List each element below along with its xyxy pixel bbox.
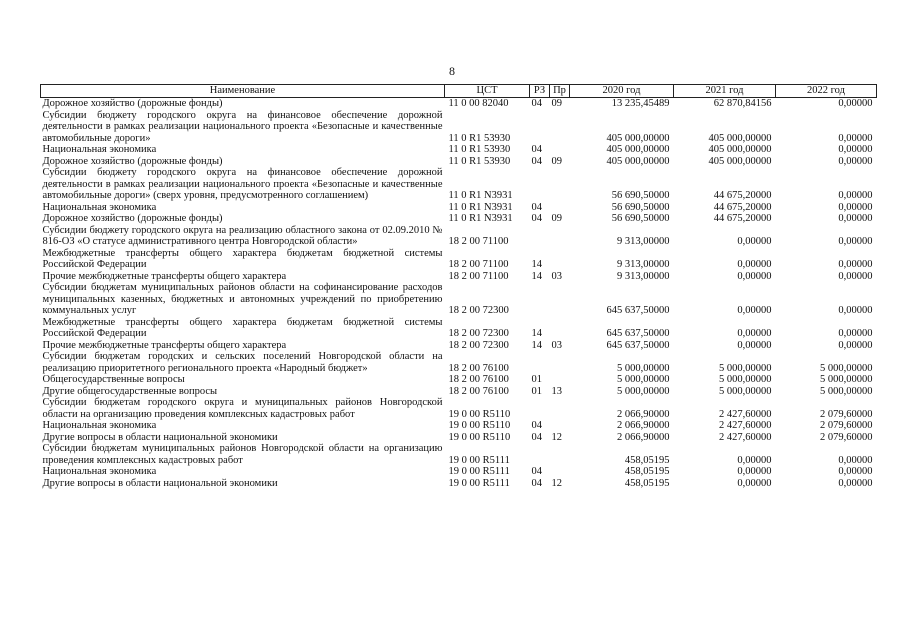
table-row <box>41 374 877 386</box>
cell-cst: 19 0 00 R5110 <box>448 431 511 443</box>
cell-name: Национальная экономика <box>42 466 157 477</box>
table-row <box>41 420 877 432</box>
page-number: 8 <box>449 64 455 78</box>
header-rz: РЗ <box>530 85 550 98</box>
cell-rz <box>530 167 550 202</box>
cell-name: Прочие межбюджетные трансферты общего характера <box>42 270 287 282</box>
cell-pr <box>550 110 570 145</box>
cell-rz <box>530 397 550 420</box>
cell-name: Другие общегосударственные вопросы <box>42 385 218 397</box>
cell-pr <box>550 248 570 271</box>
cell-y2020: 405 000,00000 <box>606 132 670 144</box>
cell-y2021: 0,00000 <box>737 466 772 477</box>
cell-y2021: 2 427,60000 <box>719 420 772 431</box>
cell-y2022: 5 000,00000 <box>820 374 873 385</box>
cell-y2021: 405 000,00000 <box>708 132 772 144</box>
cell-y2022: 0,00000 <box>838 98 873 109</box>
cell-pr: 09 <box>551 98 562 109</box>
cell-y2021: 5 000,00000 <box>719 362 772 374</box>
cell-rz: 04 <box>531 431 542 443</box>
cell-pr <box>550 466 570 478</box>
cell-name: Общегосударственные вопросы <box>42 374 185 385</box>
cell-name: Прочие межбюджетные трансферты общего характера <box>42 339 287 351</box>
header-2020: 2020 год <box>570 85 674 98</box>
cell-cst: 11 0 R1 53930 <box>448 155 511 167</box>
cell-cst: 11 0 R1 N3931 <box>448 201 513 213</box>
cell-y2020: 645 637,50000 <box>606 305 670 316</box>
cell-cst: 19 0 00 R5111 <box>448 454 510 466</box>
cell-y2022: 2 079,60000 <box>820 420 873 431</box>
table-row <box>41 351 877 374</box>
cell-y2022: 0,00000 <box>838 305 873 316</box>
cell-y2020: 645 637,50000 <box>606 339 670 351</box>
cell-y2020: 13 235,45489 <box>611 98 670 109</box>
cell-pr: 13 <box>551 385 562 397</box>
cell-y2022: 2 079,60000 <box>820 431 873 443</box>
cell-name: Субсидии бюджету городского округа на финансовое обеспечение дорожной деятельности в рамках реализации национального проекта «Безопасные и качественные автомобильные дороги» (сверх уровня, предусмотренного соглашением) <box>42 167 443 201</box>
cell-y2020: 5 000,00000 <box>617 385 670 397</box>
cell-rz <box>530 282 550 317</box>
cell-rz: 04 <box>531 477 542 489</box>
table-row <box>41 397 877 420</box>
cell-y2020: 405 000,00000 <box>606 155 670 167</box>
cell-name: Дорожное хозяйство (дорожные фонды) <box>42 98 223 109</box>
cell-rz: 04 <box>531 201 542 213</box>
cell-pr: 09 <box>551 155 562 167</box>
cell-y2020: 9 313,00000 <box>617 270 670 282</box>
cell-cst: 18 2 00 72300 <box>448 328 509 339</box>
cell-name: Дорожное хозяйство (дорожные фонды) <box>42 213 223 224</box>
cell-cst: 18 2 00 71100 <box>448 236 509 247</box>
cell-y2020: 2 066,90000 <box>617 408 670 420</box>
cell-cst: 18 2 00 72300 <box>448 339 509 351</box>
cell-y2022: 0,00000 <box>838 155 873 167</box>
cell-cst: 18 2 00 76100 <box>448 385 509 397</box>
cell-cst: 11 0 R1 53930 <box>448 144 511 155</box>
cell-y2022: 0,00000 <box>838 190 873 201</box>
cell-y2022: 0,00000 <box>838 454 873 466</box>
cell-pr <box>550 282 570 317</box>
cell-y2022: 0,00000 <box>838 201 873 213</box>
cell-pr <box>550 202 570 214</box>
cell-rz <box>530 110 550 145</box>
cell-y2021: 0,00000 <box>737 259 772 270</box>
header-cst: ЦСТ <box>445 85 530 98</box>
cell-y2022: 5 000,00000 <box>820 385 873 397</box>
cell-y2020: 56 690,50000 <box>611 201 670 213</box>
cell-y2022: 5 000,00000 <box>820 362 873 374</box>
cell-y2022: 0,00000 <box>838 132 873 144</box>
cell-cst: 18 2 00 72300 <box>448 305 509 316</box>
cell-rz <box>530 225 550 248</box>
cell-y2022: 0,00000 <box>838 270 873 282</box>
cell-y2021: 44 675,20000 <box>713 213 772 224</box>
cell-y2022: 0,00000 <box>838 466 873 477</box>
cell-rz: 01 <box>531 374 542 385</box>
cell-rz: 04 <box>531 144 542 155</box>
table-row <box>41 386 877 398</box>
table-row <box>41 466 877 478</box>
cell-y2021: 5 000,00000 <box>719 385 772 397</box>
cell-y2020: 56 690,50000 <box>611 213 670 224</box>
table-row <box>41 248 877 271</box>
cell-name: Субсидии бюджетам городского округа и муниципальных районов Новгородской области на организацию проведения комплексных кадастровых работ <box>42 397 443 420</box>
cell-y2020: 458,05195 <box>624 477 670 489</box>
cell-cst: 19 0 00 R5110 <box>448 420 511 431</box>
table-row <box>41 156 877 168</box>
cell-rz <box>530 351 550 374</box>
table-row <box>41 432 877 444</box>
cell-name: Национальная экономика <box>42 201 157 213</box>
cell-rz: 14 <box>531 270 542 282</box>
cell-y2021: 0,00000 <box>737 305 772 316</box>
cell-cst: 19 0 00 R5111 <box>448 466 510 477</box>
table-row <box>41 478 877 490</box>
cell-name: Другие вопросы в области национальной экономики <box>42 431 278 443</box>
cell-cst: 18 2 00 71100 <box>448 270 509 282</box>
cell-cst: 18 2 00 76100 <box>448 374 509 385</box>
cell-rz: 04 <box>531 155 542 167</box>
cell-y2022: 0,00000 <box>838 477 873 489</box>
header-2021: 2021 год <box>674 85 776 98</box>
cell-y2021: 5 000,00000 <box>719 374 772 385</box>
cell-y2020: 2 066,90000 <box>617 420 670 431</box>
cell-pr: 09 <box>551 213 562 224</box>
cell-cst: 18 2 00 71100 <box>448 259 509 270</box>
cell-y2022: 0,00000 <box>838 328 873 339</box>
cell-y2021: 0,00000 <box>737 339 772 351</box>
table-row <box>41 317 877 340</box>
cell-y2021: 0,00000 <box>737 270 772 282</box>
cell-name: Национальная экономика <box>42 144 157 155</box>
cell-y2021: 0,00000 <box>737 454 772 466</box>
cell-y2020: 9 313,00000 <box>617 259 670 270</box>
cell-pr <box>550 167 570 202</box>
cell-rz: 14 <box>531 339 542 351</box>
cell-y2021: 44 675,20000 <box>713 190 772 201</box>
cell-name: Субсидии бюджетам муниципальных районов Новгородской области на организацию проведения комплексных кадастровых работ <box>42 443 443 466</box>
cell-rz: 01 <box>531 385 542 397</box>
budget-table <box>40 84 877 489</box>
cell-pr <box>550 443 570 466</box>
cell-pr: 12 <box>551 431 562 443</box>
table-row <box>41 110 877 145</box>
table-row <box>41 443 877 466</box>
table-body <box>41 98 877 490</box>
cell-rz: 04 <box>531 420 542 431</box>
table-row <box>41 225 877 248</box>
cell-pr <box>550 225 570 248</box>
cell-rz: 04 <box>531 98 542 109</box>
cell-name: Другие вопросы в области национальной экономики <box>42 477 278 489</box>
cell-y2022: 0,00000 <box>838 144 873 155</box>
cell-y2021: 2 427,60000 <box>719 408 772 420</box>
table-row <box>41 213 877 225</box>
cell-y2022: 0,00000 <box>838 213 873 224</box>
cell-name: Национальная экономика <box>42 420 157 431</box>
cell-name: Межбюджетные трансферты общего характера бюджетам бюджетной системы Российской Федерации <box>42 316 443 339</box>
cell-rz: 14 <box>531 328 542 339</box>
cell-y2020: 5 000,00000 <box>617 362 670 374</box>
cell-name: Субсидии бюджету городского округа на реализацию областного закона от 02.09.2010 № 816-ОЗ «О статусе административного центра Новгородской области» <box>42 224 443 247</box>
table-header <box>41 85 877 98</box>
cell-y2021: 0,00000 <box>737 328 772 339</box>
cell-pr <box>550 317 570 340</box>
cell-cst: 19 0 00 R5110 <box>448 408 511 420</box>
cell-pr <box>550 374 570 386</box>
cell-y2020: 405 000,00000 <box>606 144 670 155</box>
cell-y2022: 0,00000 <box>838 236 873 247</box>
table-row <box>41 98 877 110</box>
cell-y2021: 2 427,60000 <box>719 431 772 443</box>
table-row <box>41 282 877 317</box>
cell-name: Субсидии бюджетам городских и сельских поселений Новгородской области на реализацию приоритетного регионального проекта «Народный бюджет» <box>42 351 443 374</box>
cell-cst: 11 0 R1 N3931 <box>448 190 513 201</box>
cell-pr <box>550 420 570 432</box>
table-row <box>41 144 877 156</box>
cell-rz: 14 <box>531 259 542 270</box>
header-2022: 2022 год <box>776 85 877 98</box>
cell-pr <box>550 351 570 374</box>
cell-y2020: 56 690,50000 <box>611 190 670 201</box>
cell-name: Межбюджетные трансферты общего характера бюджетам бюджетной системы Российской Федерации <box>42 247 443 270</box>
table-row <box>41 340 877 352</box>
cell-pr: 12 <box>551 477 562 489</box>
cell-cst: 11 0 R1 N3931 <box>448 213 513 224</box>
cell-name: Дорожное хозяйство (дорожные фонды) <box>42 155 223 167</box>
header-pr: Пр <box>550 85 570 98</box>
cell-cst: 18 2 00 76100 <box>448 362 509 374</box>
cell-rz <box>530 443 550 466</box>
cell-y2022: 0,00000 <box>838 259 873 270</box>
cell-rz: 04 <box>531 466 542 477</box>
cell-name: Субсидии бюджетам муниципальных районов области на софинансирование расходов муниципальных казенных, бюджетных и автономных учреждений по приобретению коммунальных услуг <box>42 282 443 316</box>
table-row <box>41 167 877 202</box>
cell-y2021: 44 675,20000 <box>713 201 772 213</box>
cell-pr <box>550 144 570 156</box>
cell-y2022: 2 079,60000 <box>820 408 873 420</box>
cell-cst: 11 0 00 82040 <box>448 98 509 109</box>
cell-y2020: 458,05195 <box>624 454 670 466</box>
cell-y2020: 458,05195 <box>624 466 670 477</box>
table-row <box>41 202 877 214</box>
table-row <box>41 271 877 283</box>
cell-y2020: 9 313,00000 <box>617 236 670 247</box>
cell-y2021: 0,00000 <box>737 477 772 489</box>
cell-cst: 19 0 00 R5111 <box>448 477 510 489</box>
cell-name: Субсидии бюджету городского округа на финансовое обеспечение дорожной деятельности в рамках реализации национального проекта «Безопасные и качественные автомобильные дороги» <box>42 109 443 144</box>
cell-y2020: 2 066,90000 <box>617 431 670 443</box>
header-name: Наименование <box>41 85 445 98</box>
cell-cst: 11 0 R1 53930 <box>448 132 511 144</box>
cell-rz: 04 <box>531 213 542 224</box>
cell-pr: 03 <box>551 270 562 282</box>
cell-pr: 03 <box>551 339 562 351</box>
cell-y2021: 0,00000 <box>737 236 772 247</box>
cell-y2022: 0,00000 <box>838 339 873 351</box>
cell-y2020: 645 637,50000 <box>606 328 670 339</box>
cell-pr <box>550 397 570 420</box>
cell-y2021: 405 000,00000 <box>708 144 772 155</box>
cell-y2021: 405 000,00000 <box>708 155 772 167</box>
cell-y2021: 62 870,84156 <box>713 98 772 109</box>
cell-y2020: 5 000,00000 <box>617 374 670 385</box>
